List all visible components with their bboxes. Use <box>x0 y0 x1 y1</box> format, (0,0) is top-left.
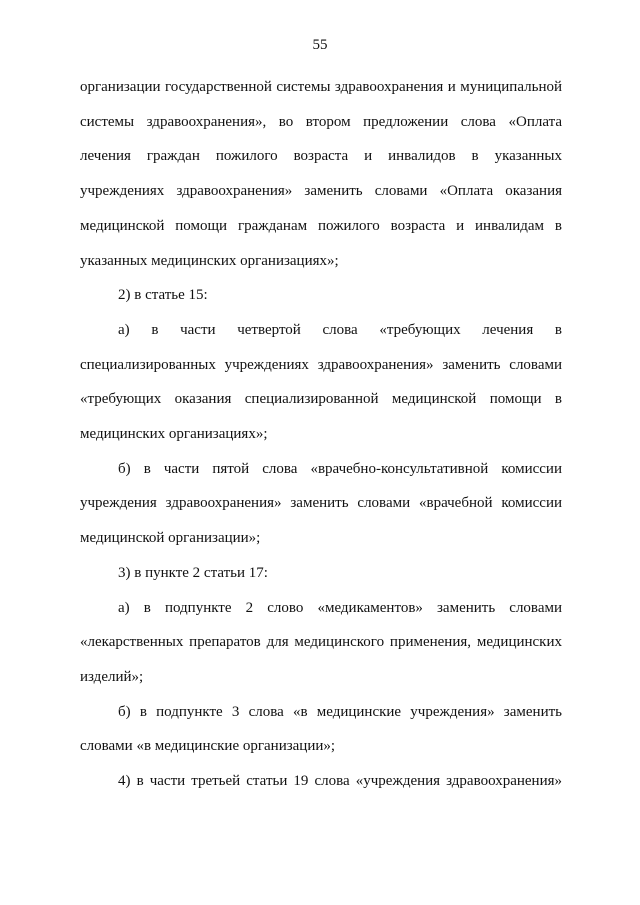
paragraph-item-3a: а) в подпункте 2 слово «медикаментов» заменить словами «лекарственных препаратов для медицинского применения, медицинских изделий»; <box>80 599 562 685</box>
paragraph-item-3b: б) в подпункте 3 слова «в медицинские учреждения» заменить словами «в медицинские организации»; <box>80 703 562 755</box>
paragraph-item-2: 2) в статье 15: <box>118 287 208 304</box>
paragraph-item-4: 4) в части третьей статьи 19 слова «учреждения здравоохранения» <box>118 773 562 790</box>
page-number: 55 <box>312 37 328 53</box>
paragraph-item-2a: а) в части четвертой слова «требующих лечения в специализированных учреждениях здравоохранения» заменить словами «требующих оказания специализированной медицинской помощи в медицинских организациях»; <box>80 321 562 443</box>
paragraph-item-2b: б) в части пятой слова «врачебно-консультативной комиссии учреждения здравоохранения» заменить словами «врачебной комиссии медицинской организации»; <box>80 460 562 547</box>
document-body <box>80 70 562 799</box>
paragraph-continuation: организации государственной системы здравоохранения и муниципальной системы здравоохранения», во втором предложении слова «Оплата лечения граждан пожилого возраста и инвалидов в указанных учреждениях здравоохранения» заменить словами «Оплата оказания медицинской помощи гражданам пожилого возраста и инвалидам в указанных медицинских организациях»; <box>80 79 562 269</box>
paragraph-item-3: 3) в пункте 2 статьи 17: <box>118 564 268 581</box>
